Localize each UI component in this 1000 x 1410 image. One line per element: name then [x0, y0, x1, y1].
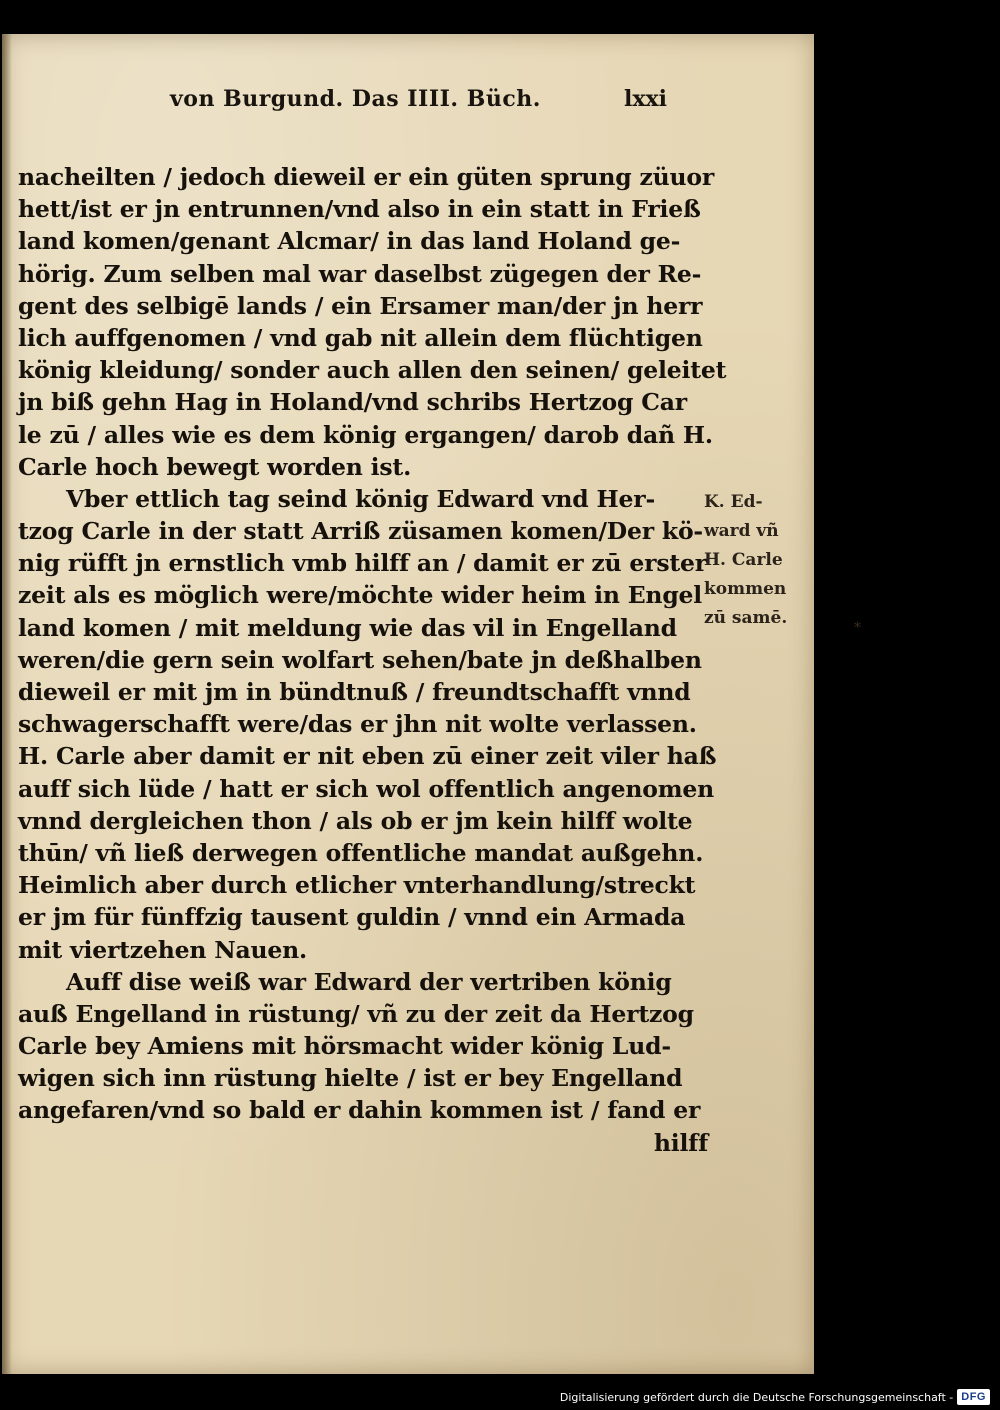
text-line: tzog Carle in der statt Arriß züsamen komen/Der kö- — [18, 517, 703, 546]
marginal-note-line: zū samē. — [704, 608, 788, 628]
text-line: thūn/ vñ ließ derwegen offentliche mandat außgehn. — [18, 838, 704, 867]
book-page — [2, 34, 861, 1374]
marginal-note-line: ward vñ — [704, 521, 779, 541]
text-line: land komen / mit meldung wie das vil in Engelland — [18, 613, 677, 642]
text-line: jn biß gehn Hag in Holand/vnd schribs Hertzog Car — [18, 388, 687, 417]
folio-number: lxxi — [624, 86, 667, 112]
footer-credit-text: Digitalisierung gefördert durch die Deutsche Forschungsgemeinschaft - — [559, 1390, 954, 1404]
text-line: hörig. Zum selben mal war daselbst zügegen der Re- — [18, 259, 702, 288]
dfg-logo-icon: DFG — [957, 1389, 990, 1405]
text-line: hilff — [653, 1128, 708, 1157]
marginal-note-line: kommen — [704, 579, 787, 599]
text-line: zeit als es möglich were/möchte wider heim in Engel — [18, 581, 703, 610]
ink-mark: * — [854, 620, 861, 636]
marginal-note-line: K. Ed- — [704, 492, 763, 512]
page-gutter-shadow — [2, 34, 12, 1374]
text-line: auff sich lüde / hatt er sich wol offentlich angenomen — [18, 774, 715, 803]
text-line: könig kleidung/ sonder auch allen den seinen/ geleitet — [18, 356, 727, 385]
text-line: nig rüfft jn ernstlich vmb hilff an / damit er zū erster — [18, 549, 707, 578]
marginal-note — [704, 488, 804, 633]
text-line: land komen/genant Alcmar/ in das land Holand ge- — [18, 227, 681, 256]
text-line: lich auffgenomen / vnd gab nit allein dem flüchtigen — [18, 323, 703, 352]
text-line: hett/ist er jn entrunnen/vnd also in ein statt in Frieß — [18, 195, 701, 224]
text-line: er jm für fünffzig tausent guldin / vnnd ein Armada — [18, 903, 686, 932]
text-line: vnnd dergleichen thon / als ob er jm kein hilff wolte — [18, 806, 693, 835]
text-line: nacheilten / jedoch dieweil er ein güten sprung züuor — [18, 163, 715, 191]
footer-credit — [560, 1387, 990, 1407]
text-line: Vber ettlich tag seind könig Edward vnd Her- — [66, 484, 655, 513]
text-line: dieweil er mit jm in bündtnuß / freundtschafft vnnd — [18, 678, 691, 706]
marginal-note-line: H. Carle — [704, 550, 783, 570]
text-line: mit viertzehen Nauen. — [18, 935, 308, 964]
text-line: schwagerschafft were/das er jhn nit wolte verlassen. — [18, 710, 697, 739]
text-line: Carle hoch bewegt worden ist. — [18, 452, 412, 481]
text-line: gent des selbigē lands / ein Ersamer man/der jn herr — [18, 291, 703, 320]
text-line: wigen sich inn rüstung hielte / ist er bey Engelland — [18, 1064, 683, 1093]
text-line: Auff dise weiß war Edward der vertriben könig — [66, 967, 672, 996]
text-line: le zū / alles wie es dem könig ergangen/ darob dañ H. — [18, 420, 713, 449]
running-head — [2, 86, 814, 116]
body-text — [18, 161, 727, 1159]
text-line: auß Engelland in rüstung/ vñ zu der zeit da Hertzog — [18, 999, 694, 1028]
text-line: H. Carle aber damit er nit eben zū einer zeit viler haß — [18, 742, 717, 771]
text-line: Carle bey Amiens mit hörsmacht wider könig Lud- — [18, 1032, 671, 1061]
text-line: angefaren/vnd so bald er dahin kommen ist / fand er — [18, 1096, 701, 1125]
text-line: Heimlich aber durch etlicher vnterhandlung/streckt — [18, 871, 696, 900]
running-head-title: von Burgund. Das IIII. Büch. — [170, 86, 541, 112]
text-line: weren/die gern sein wolfart sehen/bate jn deßhalben — [18, 645, 702, 674]
